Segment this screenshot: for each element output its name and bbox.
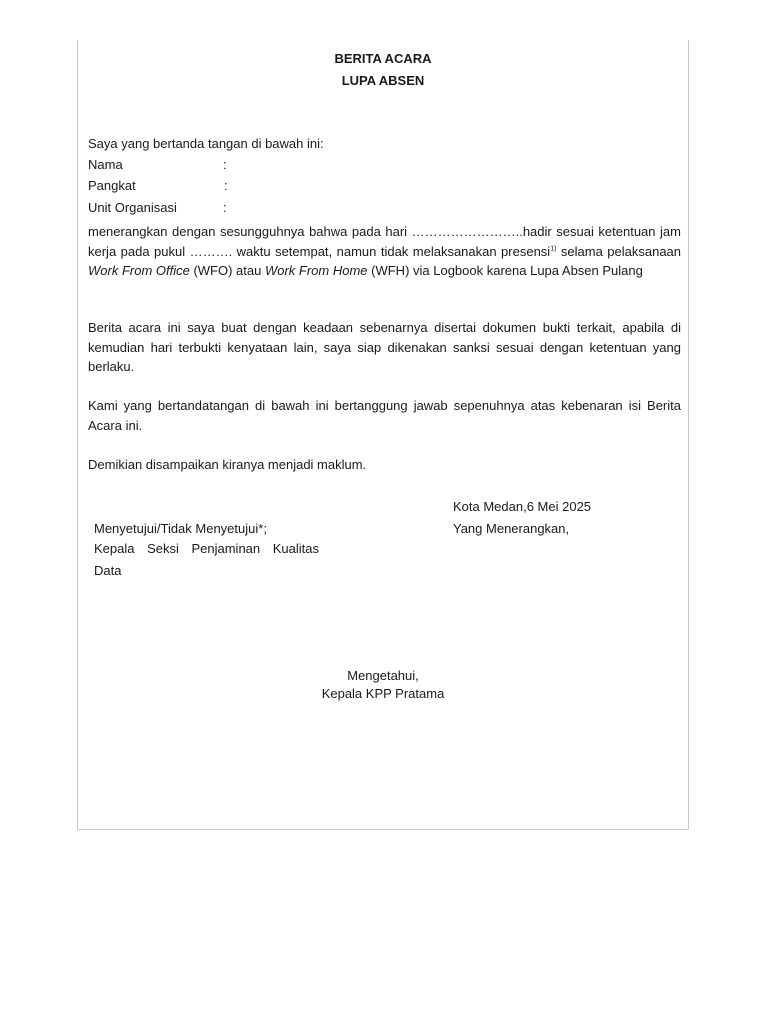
statement-text: (WFH) via Logbook karena Lupa Absen Pulang bbox=[367, 263, 643, 278]
declarant-label: Yang Menerangkan, bbox=[453, 521, 570, 536]
place-date: Kota Medan,6 Mei 2025 bbox=[453, 499, 592, 514]
statement-text: selama pelaksanaan bbox=[556, 243, 682, 259]
intro-text: Saya yang bertanda tangan di bawah ini: bbox=[88, 136, 324, 151]
declaration-paragraph: Berita acara ini saya buat dengan keadaan sebenarnya disertai dokumen bukti terkait, apabila di kemudian hari terbukti kenyataan lain, saya siap dikenakan sanksi sesuai dengan ketentuan yang berlaku. bbox=[88, 320, 681, 374]
footnote-marker: 1) bbox=[550, 245, 557, 253]
responsibility-paragraph: Kami yang bertandatangan di bawah ini bertanggung jawab sepenuhnya atas kebenaran isi Berita Acara ini. bbox=[88, 398, 681, 433]
acknowledger-title: Kepala KPP Pratama bbox=[321, 686, 445, 701]
document-page bbox=[77, 40, 689, 830]
wfo-text: Work From Office bbox=[88, 263, 190, 278]
statement-text: menerangkan dengan sesungguhnya bahwa pada hari ……………………..hadir sesuai ketentuan jam kerja pada pukul ………. waktu setempat, namun tidak melaksanakan presensi bbox=[88, 224, 681, 259]
statement-paragraph bbox=[88, 222, 681, 281]
acknowledge-label: Mengetahui, bbox=[347, 668, 419, 683]
statement-text: (WFO) atau bbox=[189, 263, 265, 278]
approver-title-continued: Data bbox=[94, 563, 122, 578]
field-colon: : bbox=[224, 178, 228, 193]
document-subtitle: LUPA ABSEN bbox=[341, 73, 425, 88]
field-label: Nama bbox=[88, 157, 123, 172]
document-title: BERITA ACARA bbox=[334, 51, 432, 66]
wfh-text: Work From Home bbox=[264, 263, 368, 278]
field-colon: : bbox=[223, 157, 227, 172]
closing-paragraph: Demikian disampaikan kiranya menjadi maklum. bbox=[88, 457, 367, 472]
field-colon: : bbox=[223, 200, 227, 215]
field-label: Pangkat bbox=[88, 178, 136, 193]
approval-label: Menyetujui/Tidak Menyetujui*; bbox=[94, 521, 267, 536]
approver-title: Kepala Seksi Penjaminan Kualitas bbox=[94, 541, 319, 556]
field-label: Unit Organisasi bbox=[88, 200, 177, 215]
